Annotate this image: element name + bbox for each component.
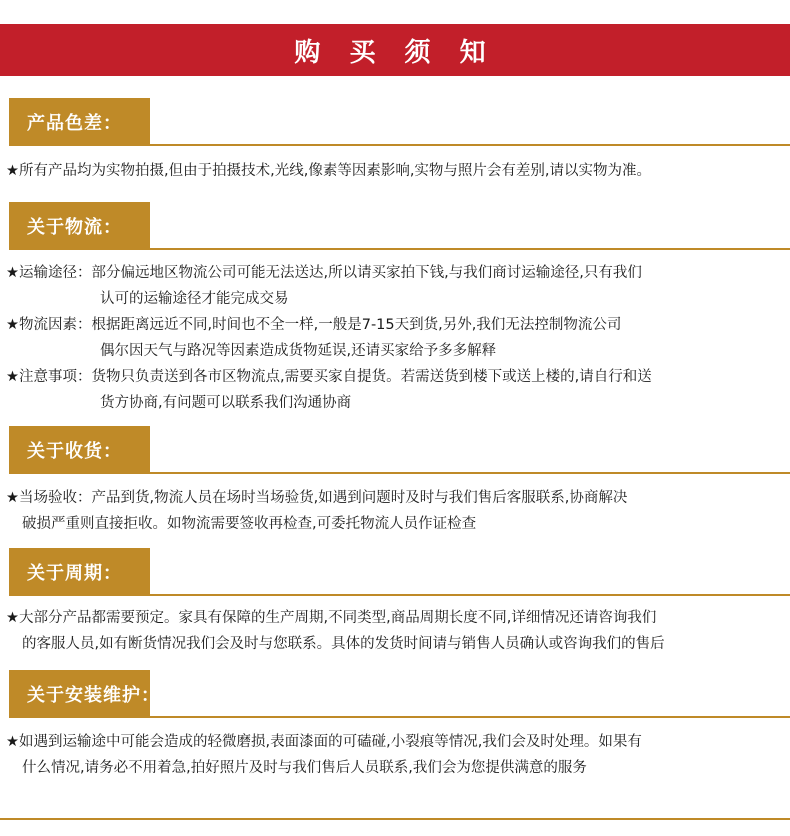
section-header-receiving	[0, 426, 790, 474]
text-line: 货方协商,有问题可以联系我们沟通协商	[100, 395, 352, 411]
section-tag	[9, 670, 160, 718]
page-title: 购 买 须 知	[294, 37, 496, 68]
section-divider	[150, 716, 790, 718]
section-divider	[150, 472, 790, 474]
section-header-color-difference	[0, 98, 790, 146]
text-line: 的客服人员,如有断货情况我们会及时与您联系。具体的发货时间请与销售人员确认或咨询我们的售后	[22, 636, 665, 652]
text-line: 认可的运输途径才能完成交易	[100, 291, 289, 307]
section-tag	[9, 98, 150, 146]
section-heading: 关于收货：	[27, 441, 122, 462]
section-heading: 产品色差：	[27, 113, 122, 134]
section-tag	[9, 548, 150, 596]
section-body-installation	[6, 729, 786, 781]
section-tag	[9, 426, 150, 474]
page-banner	[0, 24, 790, 76]
footer-divider	[0, 818, 790, 820]
text-line: ★当场验收：产品到货,物流人员在场时当场验货,如遇到问题时及时与我们售后客服联系,协商解决	[6, 490, 628, 506]
text-line: 偶尔因天气与路况等因素造成货物延误,还请买家给予多多解释	[100, 343, 497, 359]
section-header-logistics	[0, 202, 790, 250]
section-divider	[150, 144, 790, 146]
section-tag	[9, 202, 150, 250]
text-line: ★物流因素：根据距离远近不同,时间也不全一样,一般是7-15天到货,另外,我们无法控制物流公司	[6, 317, 622, 333]
text-line: ★所有产品均为实物拍摄,但由于拍摄技术,光线,像素等因素影响,实物与照片会有差别,请以实物为准。	[6, 163, 652, 179]
section-divider	[150, 594, 790, 596]
section-heading: 关于安装维护：	[27, 685, 160, 706]
text-line: ★运输途径：部分偏远地区物流公司可能无法送达,所以请买家拍下钱,与我们商讨运输途径,只有我们	[6, 265, 642, 281]
text-line: ★如遇到运输途中可能会造成的轻微磨损,表面漆面的可磕碰,小裂痕等情况,我们会及时处理。如果有	[6, 734, 642, 750]
section-heading: 关于物流：	[27, 217, 122, 238]
section-divider	[150, 248, 790, 250]
text-line: ★注意事项：货物只负责送到各市区物流点,需要买家自提货。若需送货到楼下或送上楼的,请自行和送	[6, 369, 652, 385]
section-body-logistics	[6, 260, 786, 416]
section-header-cycle	[0, 548, 790, 596]
section-body-cycle	[6, 605, 786, 657]
section-header-installation	[0, 670, 790, 718]
section-body-receiving	[6, 485, 786, 537]
section-heading: 关于周期：	[27, 563, 122, 584]
text-line: ★大部分产品都需要预定。家具有保障的生产周期,不同类型,商品周期长度不同,详细情况还请咨询我们	[6, 610, 657, 626]
section-body-color-difference	[6, 158, 786, 184]
text-line: 破损严重则直接拒收。如物流需要签收再检查,可委托物流人员作证检查	[22, 516, 477, 532]
text-line: 什么情况,请务必不用着急,拍好照片及时与我们售后人员联系,我们会为您提供满意的服务	[22, 760, 587, 776]
